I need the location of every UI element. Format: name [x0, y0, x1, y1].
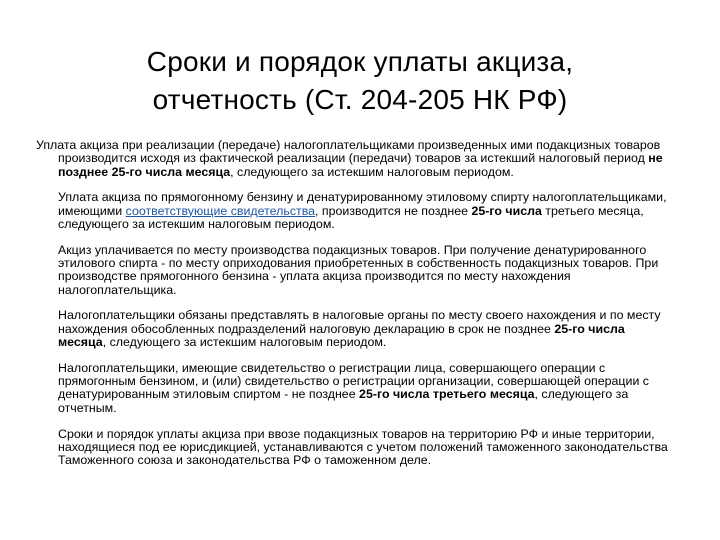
p2-text-1: Уплата акциза по прямогонному бензину и денатурированному этиловому спирту налогоплательщиками, имеющими: [58, 190, 667, 218]
body-text: [36, 139, 672, 480]
p4-text-1: Налогоплательщики обязаны представлять в налоговые органы по месту своего нахождения и по месту нахождения обособленных подразделений налоговую декларацию в срок не позднее: [58, 308, 661, 336]
p2-text-3: третьего месяца, следующего за истекшим налоговым периодом.: [58, 203, 644, 231]
p5-deadline: 25-го числа третьего месяца: [359, 387, 535, 402]
p1-text-1: Уплата акциза при реализации (передаче) налогоплательщиками произведенных ими подакцизных товаров производится исходя из фактической реализации (передачи) товаров за истекший налоговый период: [36, 138, 661, 166]
p4-text-2: , следующего за истекшим налоговым периодом.: [102, 335, 387, 350]
paragraph-certificate-holders: [36, 362, 672, 415]
paragraph-payment-gasoline: [36, 191, 672, 231]
title-line-1: Сроки и порядок уплаты акциза,: [146, 45, 574, 77]
p5-text-2: , следующего за отчетным.: [58, 387, 629, 415]
p1-text-2: , следующего за истекшим налоговым периодом.: [230, 164, 514, 179]
paragraph-payment-place: [36, 244, 672, 297]
p3-text-1: Акциз уплачивается по месту производства подакцизных товаров. При получение денатурированного этилового спирта - по месту оприходования приобретенных в собственность подакцизных товаров. При производстве прямогонного бензина - уплата акциза производится по месту нахождения налогоплательщика.: [58, 242, 659, 297]
paragraph-payment-sale: [36, 139, 672, 179]
p2-deadline: 25-го числа: [471, 203, 542, 218]
p5-text-1: Налогоплательщики, имеющие свидетельство о регистрации лица, совершающего операции с прямогонным бензином, и (или) свидетельство о регистрации организации, совершающей операции с денатурированным этиловым спиртом - не позднее: [58, 360, 649, 402]
paragraph-import: [36, 428, 672, 468]
page-title: [40, 43, 680, 119]
certificates-link[interactable]: соответствующие свидетельства: [125, 203, 316, 218]
p2-text-2: , производится не позднее: [315, 203, 472, 218]
p4-deadline: 25-го числа месяца: [58, 321, 625, 350]
title-line-2: отчетность (Ст. 204-205 НК РФ): [152, 83, 568, 115]
p1-deadline: не позднее 25-го числа месяца: [58, 151, 663, 179]
p6-text-1: Сроки и порядок уплаты акциза при ввозе подакцизных товаров на территорию РФ и иные территории, находящиеся под ее юрисдикцией, устанавливаются с учетом положений таможенного законодательства Таможенного союза и законодательства РФ о таможенном деле.: [58, 426, 668, 468]
paragraph-declaration: [36, 309, 672, 349]
